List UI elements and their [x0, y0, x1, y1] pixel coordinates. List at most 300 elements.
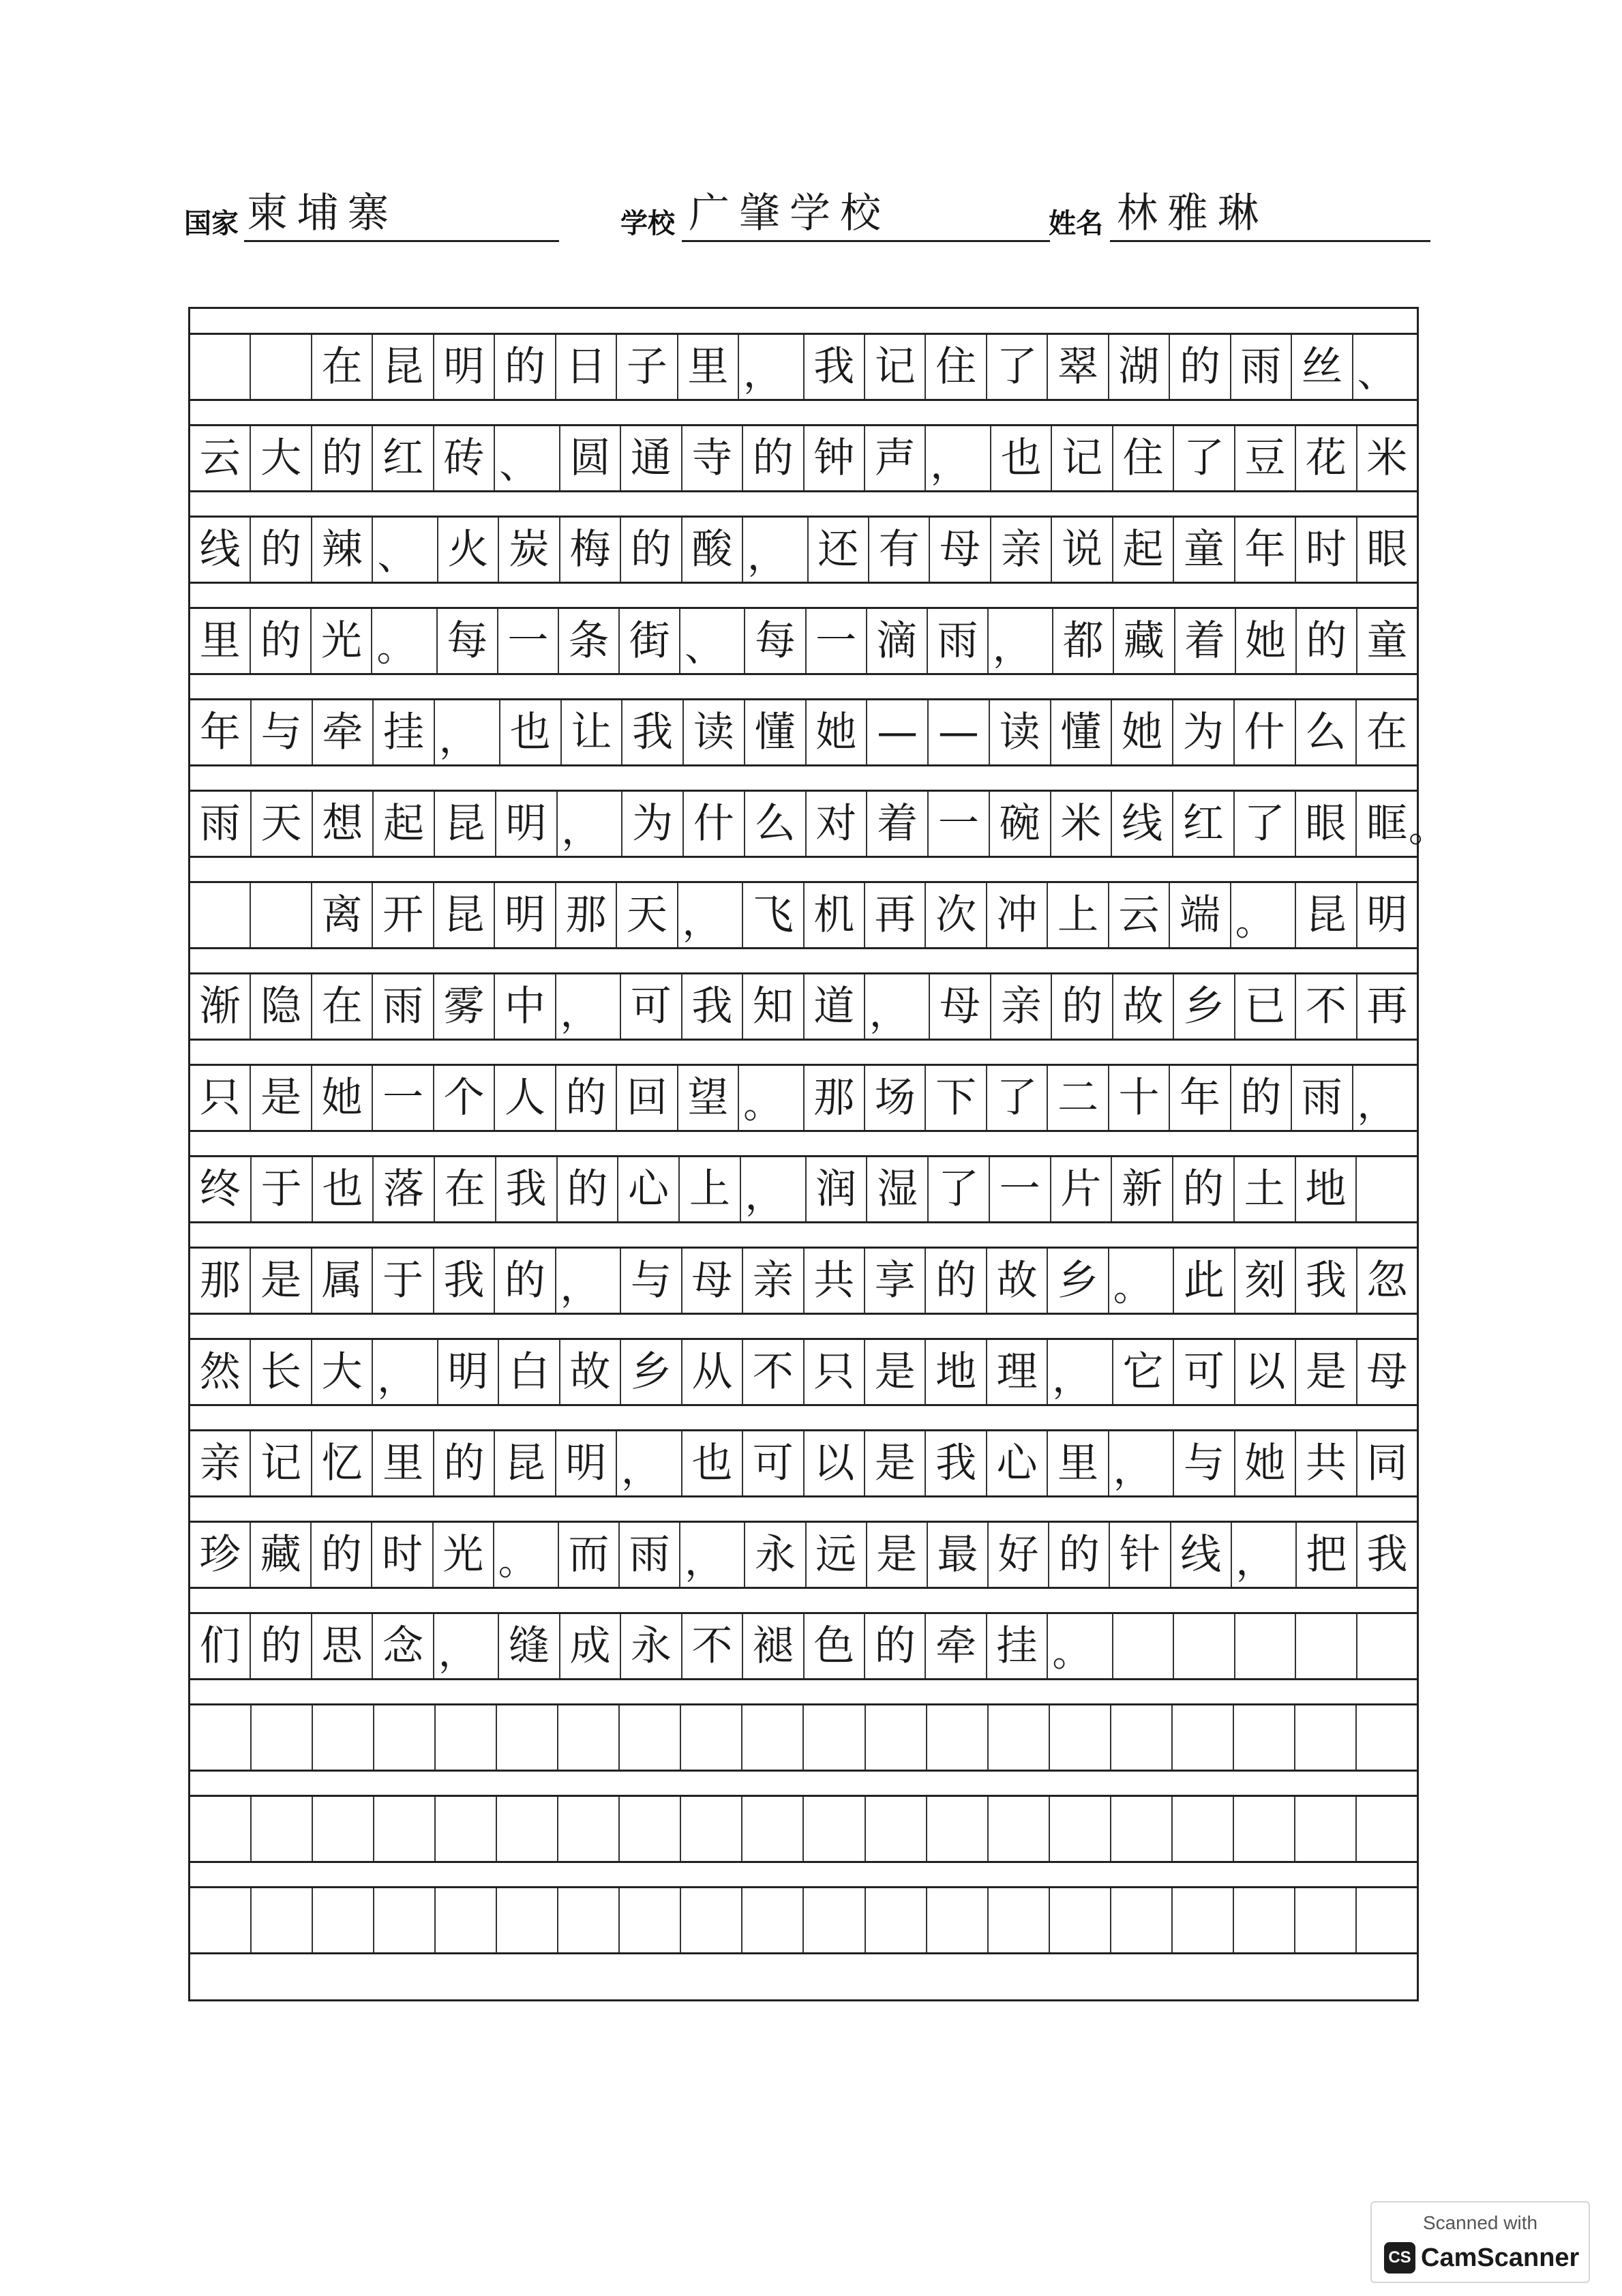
- grid-cell: 思: [312, 1614, 373, 1678]
- grid-cell: 只: [190, 1066, 251, 1130]
- grid-cell: 的: [251, 609, 312, 673]
- grid-cell: [804, 1705, 865, 1770]
- grid-cell: 母: [682, 1249, 743, 1313]
- name-value: 林雅琳: [1117, 190, 1268, 237]
- grid-cell: 亲: [190, 1431, 251, 1495]
- grid-cell: 让: [562, 700, 623, 764]
- grid-row-cells: [190, 1705, 1417, 1770]
- grid-cell: 在: [435, 1157, 496, 1221]
- grid-cell: 珍: [190, 1523, 251, 1587]
- grid-cell: 缝: [499, 1614, 560, 1678]
- grid-cell: 已: [1235, 974, 1296, 1039]
- grid-row: [190, 333, 1417, 401]
- grid-cell: 于: [252, 1157, 313, 1221]
- grid-cell: 知: [743, 974, 804, 1039]
- grid-row: [190, 972, 1417, 1041]
- grid-cell: 天: [617, 883, 678, 947]
- grid-cell: [1173, 1705, 1234, 1770]
- grid-cell: [1235, 1614, 1296, 1678]
- grid-cell: 梅: [560, 518, 621, 582]
- grid-cell: [1174, 1614, 1235, 1678]
- grid-cell: [252, 1888, 313, 1952]
- grid-cell: 我: [926, 1431, 987, 1495]
- grid-cell: 永: [621, 1614, 682, 1678]
- grid-cell: ，: [435, 700, 500, 764]
- grid-cell: 钟: [805, 426, 865, 490]
- grid-cell: 而: [559, 1523, 620, 1587]
- grid-cell: 都: [1053, 609, 1114, 673]
- grid-cell: 天: [252, 792, 313, 856]
- grid-cell: 针: [1110, 1523, 1171, 1587]
- grid-cell: 一: [990, 1157, 1051, 1221]
- grid-cell: 了: [987, 335, 1048, 399]
- grid-cell: 是: [1296, 1340, 1357, 1404]
- grid-cell: 、: [680, 609, 745, 673]
- grid-cell: 忽: [1366, 1257, 1408, 1304]
- grid-cell: 以: [805, 1431, 865, 1495]
- grid-cell: 道: [805, 974, 865, 1039]
- grid-cell: [1357, 1157, 1417, 1221]
- grid-cell: 。: [1231, 883, 1296, 947]
- grid-cell: 也: [991, 426, 1052, 490]
- grid-cell: 那: [805, 1066, 865, 1130]
- grid-cell: [927, 1797, 989, 1861]
- grid-cell: 的: [1049, 1523, 1110, 1587]
- grid-row-cells: [190, 974, 1417, 1039]
- grid-cell: 的: [251, 518, 312, 582]
- grid-cell: [927, 1705, 989, 1770]
- grid-cell: 是: [865, 1340, 926, 1404]
- grid-cell: 为: [622, 792, 684, 856]
- grid-cell: 离: [312, 883, 373, 947]
- grid-cell: 年: [1235, 518, 1296, 582]
- grid-cell: [1050, 1888, 1111, 1952]
- grid-cell: 寺: [682, 426, 743, 490]
- grid-cell: 挂: [374, 700, 435, 764]
- grid-row-cells: [190, 1614, 1417, 1678]
- grid-cell: 住: [1113, 426, 1174, 490]
- grid-cell: ，: [741, 1157, 807, 1221]
- grid-cell: [1357, 1705, 1417, 1770]
- grid-cell: [742, 1705, 804, 1770]
- grid-cell: [374, 1797, 436, 1861]
- grid-cell: 有: [869, 518, 930, 582]
- grid-cell: 润: [807, 1157, 868, 1221]
- grid-cell: 共: [805, 1249, 865, 1313]
- grid-cell: 红: [1173, 792, 1235, 856]
- camscanner-watermark: [1370, 2201, 1590, 2283]
- grid-cell: 牵: [313, 700, 374, 764]
- grid-cell: 记: [865, 335, 926, 399]
- grid-cell: 米: [1366, 434, 1408, 482]
- grid-cell: 雨: [928, 609, 989, 673]
- grid-cell: 我: [434, 1249, 495, 1313]
- grid-cell: [252, 1705, 313, 1770]
- grid-cell: 终: [190, 1157, 252, 1221]
- grid-cell: 一: [498, 609, 559, 673]
- grid-cell: [497, 1705, 558, 1770]
- grid-cell: 开: [373, 883, 434, 947]
- watermark-brand: CamScanner: [1421, 2243, 1580, 2272]
- grid-cell: 湿: [867, 1157, 929, 1221]
- grid-row: [190, 1521, 1417, 1589]
- grid-cell: [681, 1797, 742, 1861]
- grid-row: [190, 1703, 1417, 1772]
- grid-cell: ，: [739, 335, 804, 399]
- grid-cell: 眼: [1366, 526, 1408, 573]
- grid-cell: 母: [1366, 1348, 1408, 1396]
- grid-cell: 成: [560, 1614, 621, 1678]
- grid-cell: 明: [496, 792, 558, 856]
- grid-cell: 云: [1109, 883, 1170, 947]
- grid-cell: 。: [1048, 1614, 1113, 1678]
- grid-cell: 的: [495, 1249, 556, 1313]
- grid-cell: [1111, 1705, 1173, 1770]
- overflow-punctuation: 。: [1409, 807, 1447, 851]
- grid-cell: 母: [930, 518, 991, 582]
- grid-cell: 年: [190, 700, 252, 764]
- grid-cell: 地: [1296, 1157, 1357, 1221]
- grid-cell: 是: [865, 1431, 926, 1495]
- grid-cell: 藏: [1114, 609, 1175, 673]
- grid-row: [190, 1064, 1417, 1132]
- grid-cell: [1234, 1797, 1295, 1861]
- grid-cell: 想: [313, 792, 374, 856]
- grid-row-cells: [190, 426, 1417, 490]
- grid-row: [190, 424, 1417, 492]
- grid-cell: 的: [926, 1249, 987, 1313]
- grid-cell: 也: [500, 700, 562, 764]
- grid-cell: 的: [556, 1066, 617, 1130]
- grid-cell: 光: [312, 609, 372, 673]
- grid-cell: 的: [558, 1157, 619, 1221]
- grid-cell: 懂: [745, 700, 807, 764]
- grid-cell: [1113, 1614, 1174, 1678]
- grid-cell: 滴: [867, 609, 928, 673]
- grid-cell: 读: [684, 700, 745, 764]
- camscanner-logo-icon: CS: [1384, 2242, 1415, 2273]
- writing-grid: [188, 307, 1447, 2001]
- grid-cell: 可: [1174, 1340, 1235, 1404]
- grid-cell: 牵: [926, 1614, 987, 1678]
- grid-cell: 二: [1048, 1066, 1109, 1130]
- grid-cell: 、: [373, 518, 438, 582]
- grid-cell: [866, 1888, 927, 1952]
- grid-cell: ，: [1109, 1431, 1174, 1495]
- grid-cell: 记: [1052, 426, 1113, 490]
- grid-cell: [1295, 1888, 1357, 1952]
- grid-cell: 明: [438, 1340, 499, 1404]
- grid-cell: 碗: [990, 792, 1051, 856]
- grid-cell: [374, 1888, 436, 1952]
- grid-cell: 。: [739, 1066, 804, 1130]
- grid-cell: 们: [190, 1614, 251, 1678]
- grid-cell: ，: [617, 1431, 682, 1495]
- grid-cell: 着: [867, 792, 929, 856]
- grid-row-cells: [190, 518, 1417, 582]
- grid-cell: 上: [1048, 883, 1109, 947]
- grid-cell: 只: [805, 1340, 865, 1404]
- grid-row-cells: [190, 1066, 1417, 1130]
- grid-row: [190, 1886, 1417, 1954]
- grid-cell: [190, 1797, 252, 1861]
- grid-cell: 的: [865, 1614, 926, 1678]
- grid-cell: 的: [1170, 335, 1231, 399]
- grid-cell: 我: [1296, 1249, 1357, 1313]
- grid-cell: 故: [560, 1340, 621, 1404]
- grid-cell: 渐: [190, 974, 251, 1039]
- grid-cell: 街: [620, 609, 680, 673]
- grid-cell: 。: [372, 609, 437, 673]
- grid-cell: 了: [1235, 792, 1296, 856]
- grid-cell: [989, 1888, 1050, 1952]
- grid-cell: 与: [252, 700, 313, 764]
- grid-cell: 长: [251, 1340, 312, 1404]
- grid-cell: 回: [617, 1066, 678, 1130]
- grid-cell: 了: [1174, 426, 1235, 490]
- grid-cell: 此: [1174, 1249, 1235, 1313]
- grid-cell: 火: [438, 518, 499, 582]
- grid-cell: 念: [373, 1614, 434, 1678]
- grid-cell: 最: [928, 1523, 989, 1587]
- grid-cell: 。: [494, 1523, 559, 1587]
- grid-cell: 线: [1171, 1523, 1232, 1587]
- grid-cell: 白: [499, 1340, 560, 1404]
- grid-cell: [1050, 1705, 1111, 1770]
- grid-cell: [251, 335, 312, 399]
- grid-row-cells: [190, 883, 1417, 947]
- grid-cell: 。: [1109, 1249, 1174, 1313]
- grid-cell: [989, 1797, 1050, 1861]
- grid-cell: 故: [987, 1249, 1048, 1313]
- grid-cell: 在: [312, 974, 373, 1039]
- grid-cell: 声: [865, 426, 926, 490]
- grid-row: [190, 1612, 1417, 1680]
- grid-cell: ，: [1048, 1340, 1113, 1404]
- grid-cell: 故: [1113, 974, 1174, 1039]
- grid-cell: 里: [678, 335, 739, 399]
- grid-cell: ，: [556, 1249, 621, 1313]
- grid-cell: 藏: [251, 1523, 312, 1587]
- grid-cell: 条: [559, 609, 620, 673]
- grid-cell: 花: [1296, 426, 1357, 490]
- grid-cell: [313, 1888, 374, 1952]
- grid-cell: 读: [990, 700, 1051, 764]
- grid-cell: 明: [1366, 891, 1408, 939]
- grid-cell: 新: [1112, 1157, 1173, 1221]
- grid-cell: ，: [989, 609, 1053, 673]
- grid-cell: ，: [1357, 1083, 1396, 1127]
- grid-cell: 享: [865, 1249, 926, 1313]
- grid-cell: 理: [987, 1340, 1048, 1404]
- grid-cell: 的: [434, 1431, 495, 1495]
- grid-cell: 的: [621, 518, 682, 582]
- grid-cell: 光: [434, 1523, 494, 1587]
- grid-row-cells: [190, 1249, 1417, 1313]
- grid-cell: 共: [1296, 1431, 1357, 1495]
- grid-cell: [927, 1888, 989, 1952]
- grid-cell: 是: [251, 1066, 312, 1130]
- grid-cell: ，: [556, 974, 621, 1039]
- grid-cell: 不: [682, 1614, 743, 1678]
- grid-cell: 了: [929, 1157, 990, 1221]
- grid-cell: 她: [1235, 1431, 1296, 1495]
- grid-cell: 个: [434, 1066, 495, 1130]
- grid-cell: 在: [1366, 709, 1408, 756]
- grid-cell: [804, 1888, 865, 1952]
- grid-cell: 明: [495, 883, 556, 947]
- grid-cell: 日: [556, 335, 617, 399]
- grid-cell: 我: [622, 700, 684, 764]
- grid-row: [190, 607, 1417, 675]
- grid-cell: [1173, 1797, 1234, 1861]
- grid-cell: 色: [805, 1614, 865, 1678]
- grid-cell: 明: [434, 335, 495, 399]
- grid-cell: 一: [807, 609, 867, 673]
- grid-cell: 雨: [1231, 335, 1292, 399]
- grid-cell: 住: [926, 335, 987, 399]
- grid-cell: [1234, 1705, 1295, 1770]
- grid-cell: ，: [678, 883, 743, 947]
- grid-cell: 永: [745, 1523, 806, 1587]
- grid-cell: [742, 1888, 804, 1952]
- grid-cell: 着: [1175, 609, 1236, 673]
- grid-cell: 么: [1296, 700, 1357, 764]
- grid-cell: [1050, 1797, 1111, 1861]
- grid-cell: 然: [190, 1340, 251, 1404]
- grid-cell: 不: [743, 1340, 804, 1404]
- grid-cell: [1296, 1614, 1357, 1678]
- grid-cell: 昆: [435, 792, 496, 856]
- grid-cell: 眶: [1366, 800, 1408, 848]
- grid-row-cells: [190, 335, 1417, 399]
- grid-cell: 属: [312, 1249, 373, 1313]
- grid-cell: ，: [926, 426, 991, 490]
- grid-cell: [558, 1888, 620, 1952]
- grid-cell: 雨: [373, 974, 434, 1039]
- grid-row: [190, 1795, 1417, 1863]
- grid-cell: 里: [190, 609, 251, 673]
- grid-cell: 通: [621, 426, 682, 490]
- grid-cell: [1357, 1888, 1417, 1952]
- grid-cell: 同: [1366, 1440, 1408, 1487]
- grid-cell: [374, 1705, 436, 1770]
- grid-top-border: [188, 307, 1419, 309]
- grid-cell: 云: [190, 426, 251, 490]
- grid-cell: 明: [556, 1431, 617, 1495]
- grid-cell: ，: [373, 1340, 438, 1404]
- grid-cell: [866, 1705, 927, 1770]
- grid-cell: 飞: [743, 883, 804, 947]
- grid-row: [190, 1338, 1417, 1406]
- grid-cell: 端: [1170, 883, 1231, 947]
- grid-cell: 远: [807, 1523, 867, 1587]
- grid-cell: 上: [680, 1157, 741, 1221]
- grid-cell: 好: [989, 1523, 1049, 1587]
- grid-cell: 昆: [1296, 883, 1357, 947]
- grid-cell: 不: [1296, 974, 1357, 1039]
- grid-cell: 童: [1174, 518, 1235, 582]
- grid-row-cells: [190, 1431, 1417, 1495]
- grid-cell: [558, 1797, 620, 1861]
- grid-cell: 于: [373, 1249, 434, 1313]
- grid-cell: 她: [807, 700, 868, 764]
- grid-cell: [620, 1797, 681, 1861]
- grid-cell: 大: [312, 1340, 373, 1404]
- grid-cell: 她: [312, 1066, 373, 1130]
- grid-cell: 丝: [1292, 335, 1353, 399]
- grid-cell: 起: [374, 792, 435, 856]
- grid-cell: 昆: [495, 1431, 556, 1495]
- grid-cell: 下: [926, 1066, 987, 1130]
- grid-cell: 再: [865, 883, 926, 947]
- grid-cell: 以: [1235, 1340, 1296, 1404]
- grid-cell: 心: [987, 1431, 1048, 1495]
- grid-row-cells: [190, 1797, 1417, 1861]
- grid-cell: 我: [1366, 1531, 1408, 1579]
- watermark-caption: Scanned with: [1422, 2212, 1538, 2233]
- grid-cell: 豆: [1235, 426, 1296, 490]
- country-underline: [244, 240, 559, 242]
- grid-cell: 圆: [560, 426, 621, 490]
- grid-cell: —: [867, 700, 929, 764]
- grid-cell: 冲: [987, 883, 1048, 947]
- grid-cell: [313, 1705, 374, 1770]
- grid-cell: 望: [678, 1066, 739, 1130]
- grid-cell: 母: [930, 974, 991, 1039]
- grid-cell: 什: [684, 792, 745, 856]
- grid-cell: 乡: [1174, 974, 1235, 1039]
- name-label: 姓名: [1049, 207, 1103, 239]
- grid-cell: 雨: [620, 1523, 680, 1587]
- student-info-header: [184, 188, 1432, 249]
- grid-cell: [436, 1705, 497, 1770]
- grid-cell: 我: [682, 974, 743, 1039]
- grid-row-cells: [190, 609, 1417, 673]
- grid-cell: 也: [313, 1157, 374, 1221]
- grid-cell: [1295, 1797, 1357, 1861]
- grid-cell: 对: [807, 792, 868, 856]
- grid-cell: 的: [743, 426, 804, 490]
- grid-cell: 我: [805, 335, 865, 399]
- grid-cell: 忆: [312, 1431, 373, 1495]
- grid-cell: 土: [1235, 1157, 1296, 1221]
- grid-cell: 的: [312, 1523, 372, 1587]
- grid-cell: 里: [373, 1431, 434, 1495]
- grid-cell: 挂: [987, 1614, 1048, 1678]
- grid-cell: 片: [1051, 1157, 1113, 1221]
- grid-cell: 乡: [1048, 1249, 1109, 1313]
- grid-cell: 每: [745, 609, 806, 673]
- grid-row-cells: [190, 1157, 1417, 1221]
- grid-cell: 懂: [1051, 700, 1113, 764]
- grid-cell: [1295, 1705, 1357, 1770]
- grid-cell: 落: [374, 1157, 435, 1221]
- grid-cell: 的: [1052, 974, 1113, 1039]
- grid-cell: 乡: [621, 1340, 682, 1404]
- grid-cell: 褪: [743, 1614, 804, 1678]
- grid-row-cells: [190, 792, 1417, 856]
- grid-cell: [620, 1705, 681, 1770]
- country-value: 柬埔寨: [247, 190, 398, 237]
- grid-cell: 人: [495, 1066, 556, 1130]
- grid-cell: ，: [680, 1523, 745, 1587]
- grid-cell: 的: [1231, 1066, 1292, 1130]
- grid-cell: 线: [1112, 792, 1173, 856]
- grid-cell: 线: [190, 518, 251, 582]
- grid-cell: 的: [1173, 1157, 1235, 1221]
- grid-cell: 刻: [1235, 1249, 1296, 1313]
